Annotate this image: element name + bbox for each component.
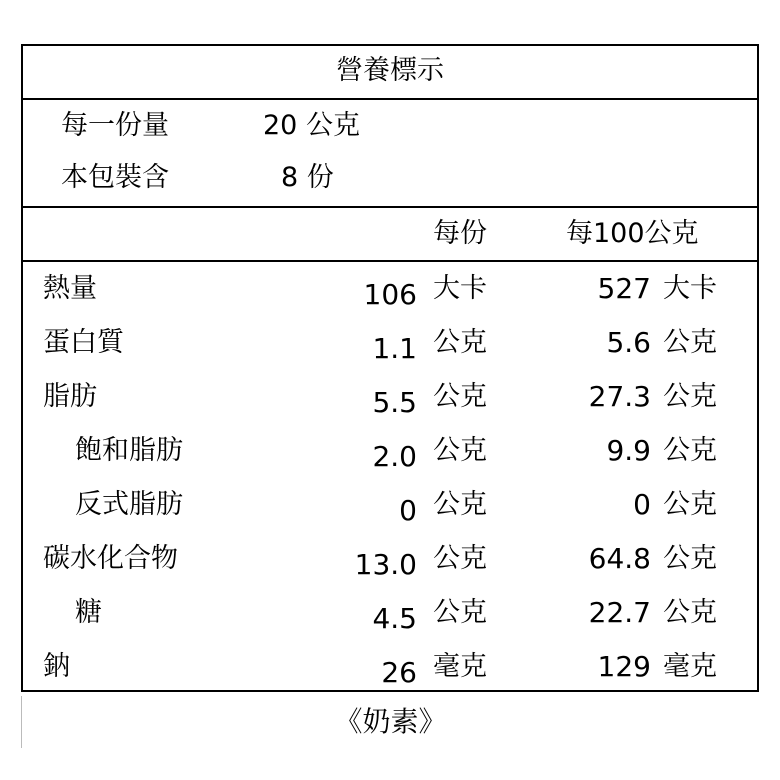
per-100g-unit: 公克 <box>663 381 717 412</box>
per-100g-value: 0 <box>633 488 651 521</box>
per-serving-value: 4.5 <box>372 602 417 635</box>
per-100g-header: 每100公克 <box>566 218 699 249</box>
per-100g-value: 22.7 <box>588 596 651 629</box>
per-serving-unit: 公克 <box>433 381 487 412</box>
per-serving-header: 每份 <box>433 218 487 249</box>
nutrient-row <box>23 316 757 370</box>
nutrient-row <box>23 586 757 640</box>
servings-per-package-value: 8 份 <box>281 162 334 193</box>
per-serving-value: 0 <box>399 494 417 527</box>
per-100g-unit: 公克 <box>663 327 717 358</box>
per-100g-unit: 公克 <box>663 597 717 628</box>
serving-size-value: 20 公克 <box>263 110 360 141</box>
nutrition-facts-label <box>21 44 759 692</box>
per-serving-value: 2.0 <box>372 440 417 473</box>
label-title: 營養標示 <box>23 46 757 100</box>
per-100g-unit: 公克 <box>663 543 717 574</box>
per-serving-unit: 公克 <box>433 327 487 358</box>
per-serving-value: 26 <box>381 656 417 689</box>
nutrient-list <box>23 262 757 694</box>
nutrient-name: 鈉 <box>43 651 70 682</box>
nutrient-name: 蛋白質 <box>43 327 124 358</box>
nutrient-name: 脂肪 <box>43 381 97 412</box>
nutrient-row <box>23 640 757 694</box>
per-serving-unit: 公克 <box>433 435 487 466</box>
nutrient-name: 糖 <box>75 597 102 628</box>
per-100g-value: 527 <box>597 272 651 305</box>
nutrient-name: 熱量 <box>43 273 97 304</box>
per-serving-unit: 大卡 <box>433 273 487 304</box>
nutrient-row <box>23 532 757 586</box>
serving-size-row <box>23 100 757 152</box>
per-serving-unit: 公克 <box>433 597 487 628</box>
nutrient-row <box>23 370 757 424</box>
per-serving-unit: 毫克 <box>433 651 487 682</box>
nutrient-row <box>23 424 757 478</box>
per-serving-unit: 公克 <box>433 543 487 574</box>
per-100g-value: 129 <box>597 650 651 683</box>
per-serving-value: 106 <box>363 278 417 311</box>
per-serving-unit: 公克 <box>433 489 487 520</box>
per-100g-unit: 公克 <box>663 435 717 466</box>
per-100g-value: 64.8 <box>588 542 651 575</box>
per-100g-value: 27.3 <box>588 380 651 413</box>
per-100g-unit: 公克 <box>663 489 717 520</box>
per-serving-value: 1.1 <box>372 332 417 365</box>
diet-type-note: 《奶素》 <box>21 696 759 748</box>
per-100g-unit: 大卡 <box>663 273 717 304</box>
servings-per-package-label: 本包裝含 <box>61 162 169 193</box>
serving-info <box>23 98 757 208</box>
serving-size-label: 每一份量 <box>61 110 169 141</box>
nutrient-row <box>23 262 757 316</box>
per-serving-value: 5.5 <box>372 386 417 419</box>
per-100g-value: 5.6 <box>606 326 651 359</box>
per-serving-value: 13.0 <box>354 548 417 581</box>
servings-per-package-row <box>23 152 757 204</box>
nutrient-name: 反式脂肪 <box>75 489 183 520</box>
nutrient-name: 飽和脂肪 <box>75 435 183 466</box>
per-100g-unit: 毫克 <box>663 651 717 682</box>
column-header-row <box>23 208 757 262</box>
nutrient-row <box>23 478 757 532</box>
per-100g-value: 9.9 <box>606 434 651 467</box>
nutrient-name: 碳水化合物 <box>43 543 178 574</box>
